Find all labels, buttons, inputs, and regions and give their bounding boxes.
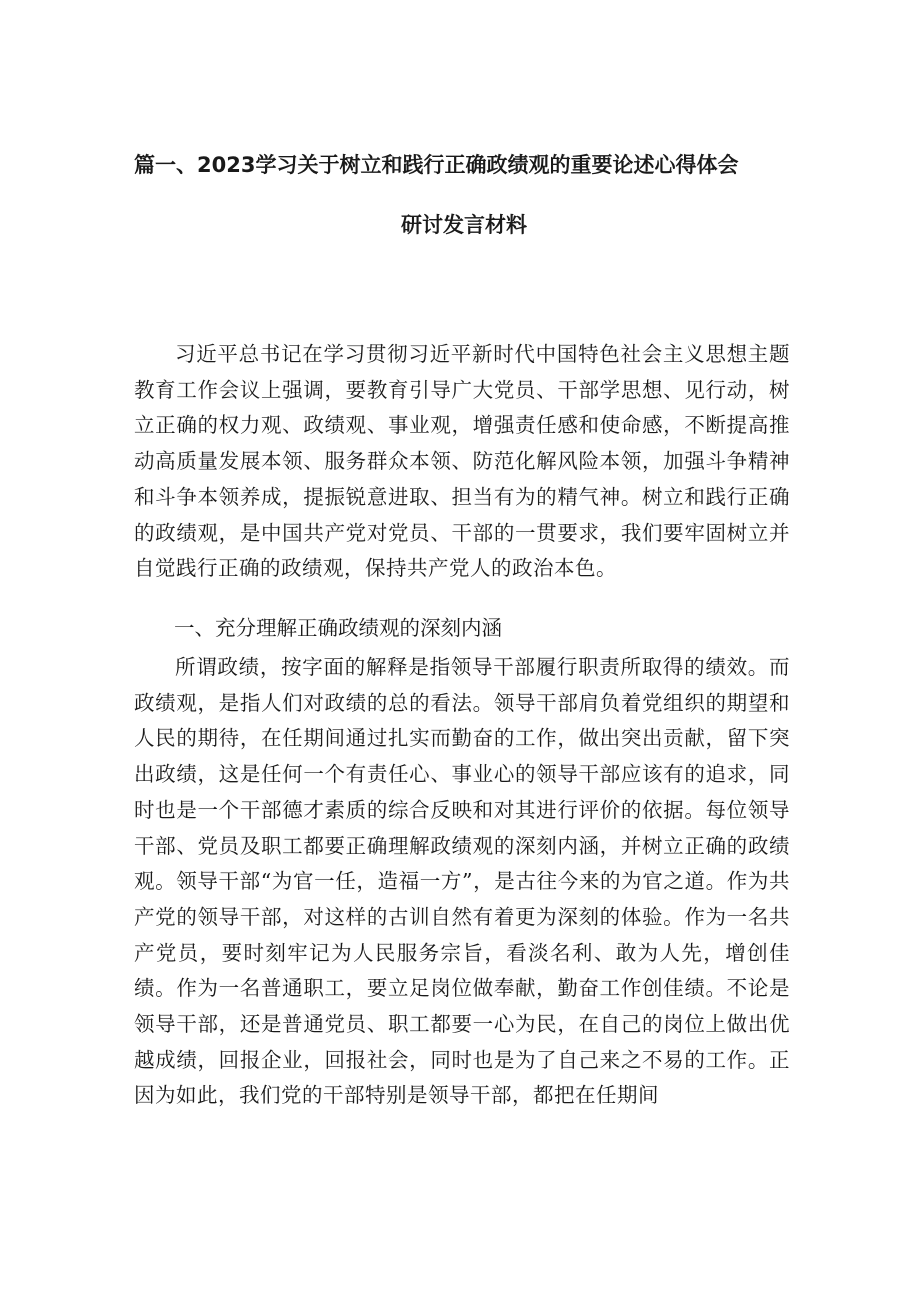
paragraph-intro: 习近平总书记在学习贯彻习近平新时代中国特色社会主义思想主题教育工作会议上强调，要教育引导广大党员、干部学思想、见行动，树立正确的权力观、政绩观、事业观，增强责任感和使命感，不断提高推动高质量发展本领、服务群众本领、防范化解风险本领，加强斗争精神和斗争本领养成，提振锐意进取、担当有为的精气神。树立和践行正确的政绩观，是中国共产党对党员、干部的一贯要求，我们要牢固树立并自觉践行正确的政绩观，保持共产党人的政治本色。: [134, 342, 790, 581]
document-title-line-2: 研讨发言材料: [401, 213, 527, 237]
paragraph-section1-block: [134, 650, 790, 1114]
paragraph-section1: 所谓政绩，按字面的解释是指领导干部履行职责所取得的绩效。而政绩观，是指人们对政绩的总的看法。领导干部肩负着党组织的期望和人民的期待，在任期间通过扎实而勤奋的工作，做出突出贡献，留下突出政绩，这是任何一个有责任心、事业心的领导干部应该有的追求，同时也是一个干部德才素质的综合反映和对其进行评价的依据。每位领导干部、党员及职工都要正确理解政绩观的深刻内涵，并树立正确的政绩观。领导干部“为官一任，造福一方”，是古往今来的为官之道。作为共产党的领导干部，对这样的古训自然有着更为深刻的体验。作为一名共产党员，要时刻牢记为人民服务宗旨，看淡名利、敢为人先，增创佳绩。作为一名普通职工，要立足岗位做奉献，勤奋工作创佳绩。不论是领导干部，还是普通党员、职工都要一心为民，在自己的岗位上做出优越成绩，回报企业，回报社会，同时也是为了自己来之不易的工作。正因为如此，我们党的干部特别是领导干部，都把在任期间: [134, 655, 790, 1108]
document-title-line-1: 篇一、2023学习关于树立和践行正确政绩观的重要论述心得体会: [134, 153, 739, 177]
paragraph-intro-block: [134, 337, 790, 587]
section-heading-1: 一、充分理解正确政绩观的深刻内涵: [174, 616, 502, 640]
